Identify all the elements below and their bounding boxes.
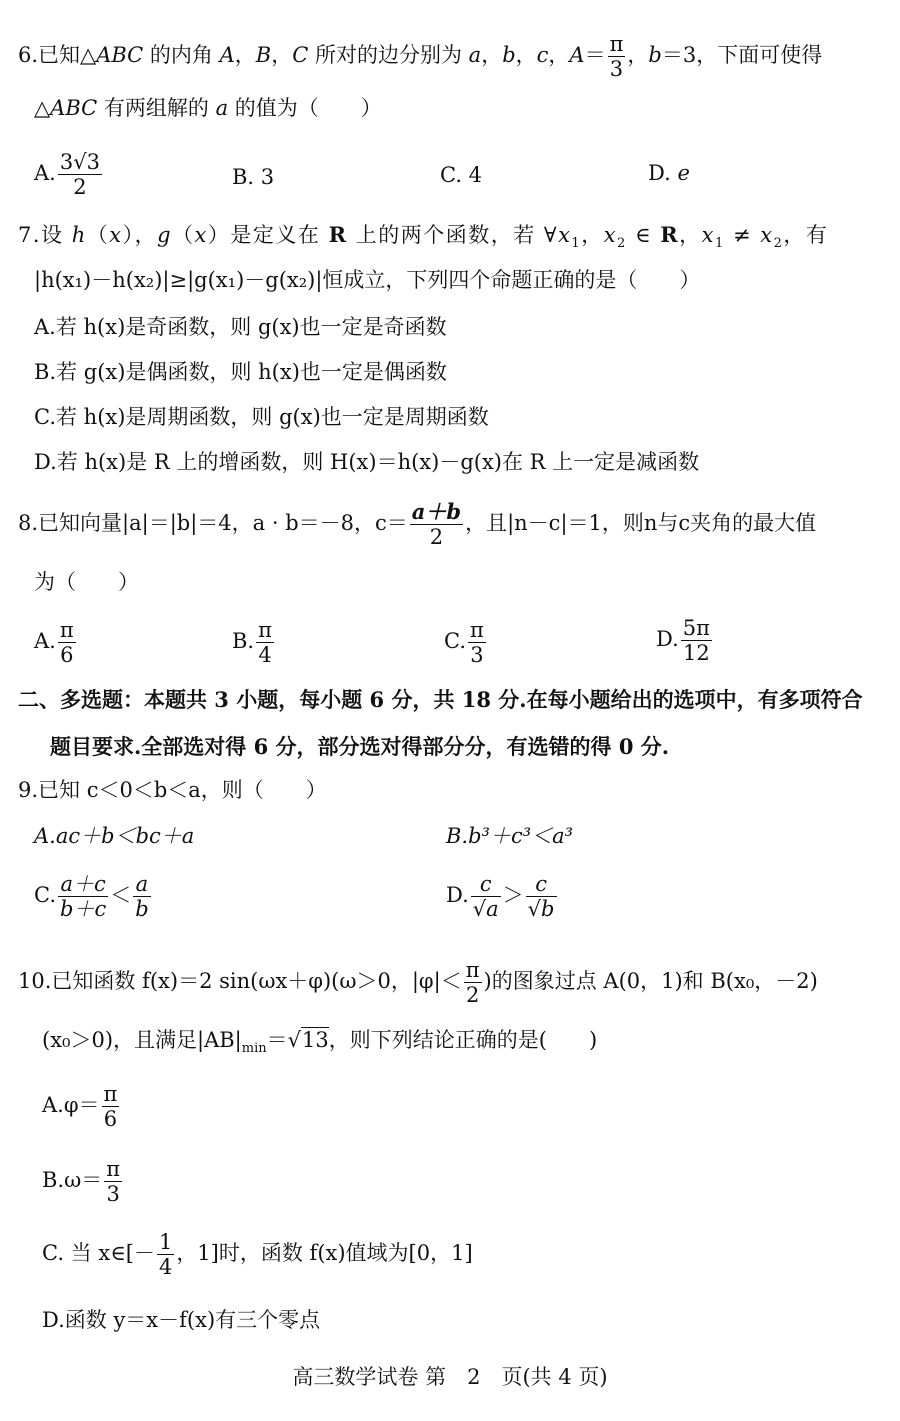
section2-heading-line1: 二、多选题：本题共 3 小题，每小题 6 分，共 18 分.在每小题给出的选项中，有多项符合	[18, 687, 863, 712]
q6-option-a: A. $\frac{3√3}{2}$	[34, 150, 100, 200]
q7-option-c: C.若 h(x)是周期函数，则 g(x)也一定是周期函数	[34, 405, 489, 429]
q8-line2: 为（ ）	[34, 570, 139, 594]
q7-option-d: D.若 h(x)是 R 上的增函数，则 H(x)＝h(x)－g(x)在 R 上一定是减函数	[34, 450, 700, 474]
q9-option-c: C. $\frac{a+c}{b+c}$ ＜ $\frac{a}{b}$	[34, 872, 149, 922]
section2-heading-line2: 题目要求.全部选对得 6 分，部分选对得部分分，有选错的得 0 分.	[50, 734, 670, 759]
q9-option-a: A.ac＋b＜bc＋a	[34, 824, 195, 848]
q6-option-c: C. 4	[440, 163, 483, 187]
q7-option-b: B.若 g(x)是偶函数，则 h(x)也一定是偶函数	[34, 360, 447, 384]
q6-pi-over-3: $\frac{\pi}{3}$	[609, 32, 624, 82]
q7-line2: |h(x₁)－h(x₂)|≥|g(x₁)－g(x₂)|恒成立，下列四个命题正确的是（ ）	[34, 268, 701, 292]
q10-option-c: C. 当 x∈[－ $\frac{1}{4}$ ，1]时，函数 f(x)值域为[0，1]	[42, 1230, 473, 1280]
page-footer: 高三数学试卷 第 2 页(共 4 页)	[292, 1365, 608, 1389]
q6-option-b: B. 3	[232, 165, 275, 189]
q7-line1: 7.设 h（x），g（x）是定义在 R 上的两个函数，若 $\forall x_1$，$x_2$ ∈ R，$x_1 \ne x_2$，有	[18, 222, 829, 252]
q8-option-d: D. $\frac{5\pi}{12}$	[656, 616, 710, 666]
q8-option-a: A. $\frac{\pi}{6}$	[34, 618, 74, 668]
q9-option-b: B.b³＋c³＜a³	[446, 824, 574, 848]
q8-fraction: $\frac{a+b}{2}$	[411, 499, 462, 550]
q10-option-a: A.φ＝ $\frac{\pi}{6}$	[42, 1082, 118, 1132]
q6-line2: △ABC 有两组解的 a 的值为（ ）	[34, 96, 382, 120]
q6-option-d: D. e	[648, 161, 690, 185]
q9-line1: 9.已知 c＜0＜b＜a，则（ ）	[18, 778, 327, 802]
q10-line2: (x₀＞0)，且满足$|AB|_{min}=√13$，则下列结论正确的是( )	[42, 1028, 598, 1057]
q8-line1: 8.已知向量|a|＝|b|＝4，a · b＝－8，c＝ $\frac{a+b}{2}$ ，且|n－c|＝1，则n与c夹角的最大值	[18, 499, 817, 550]
q6-line1: 6.已知△ABC 的内角 A，B，C 所对的边分别为 a，b，c，A＝ $\frac{\pi}{3}$ ，b＝3，下面可使得	[18, 32, 823, 82]
q10-option-d: D.函数 y＝x－f(x)有三个零点	[42, 1308, 321, 1332]
q8-option-b: B. $\frac{\pi}{4}$	[232, 618, 272, 668]
q9-option-d: D. $\frac{c}{√a}$ ＞ $\frac{c}{√b}$	[446, 872, 555, 922]
q7-option-a: A.若 h(x)是奇函数，则 g(x)也一定是奇函数	[34, 315, 447, 339]
q10-option-b: B.ω＝ $\frac{\pi}{3}$	[42, 1157, 121, 1207]
q10-line1: 10.已知函数 f(x)＝2 sin(ωx＋φ)(ω＞0，|φ|＜ $\frac{\pi}{2}$ )的图象过点 A(0，1)和 B(x₀，－2)	[18, 958, 818, 1008]
q8-option-c: C. $\frac{\pi}{3}$	[444, 618, 484, 668]
